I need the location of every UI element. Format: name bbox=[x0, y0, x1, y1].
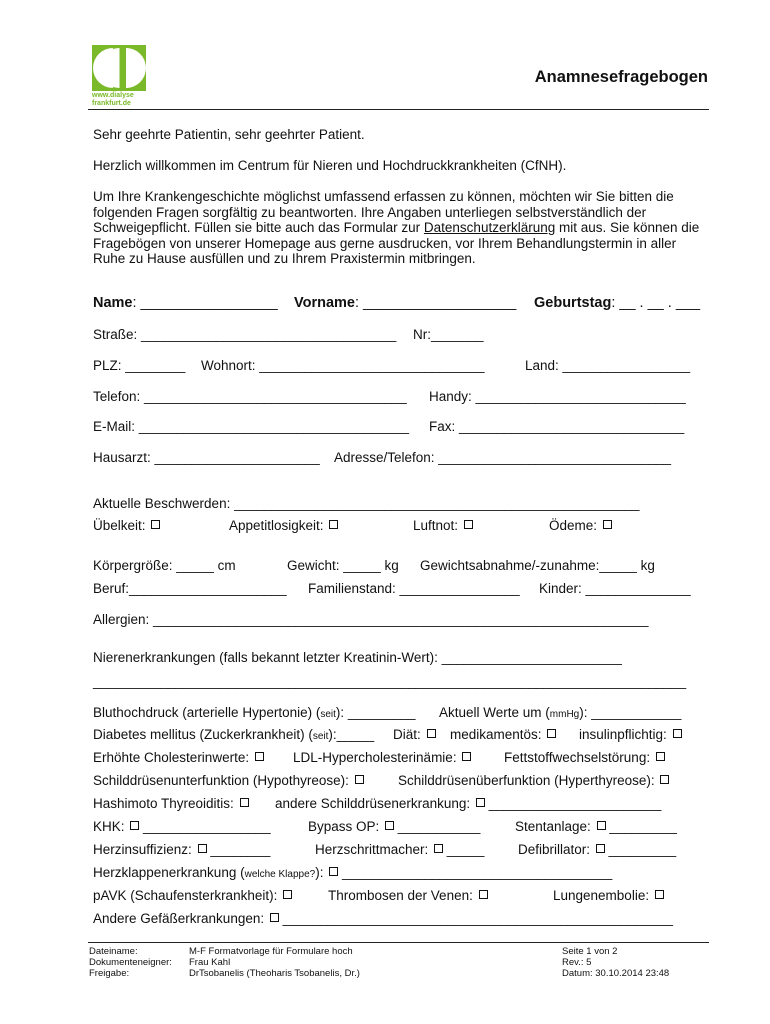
klappe-label: Herzklappenerkrankung ( bbox=[93, 865, 245, 880]
row-schilddruese bbox=[93, 773, 711, 791]
intro-paragraph bbox=[93, 189, 709, 267]
row-allergien bbox=[93, 612, 711, 630]
lungen-label: Lungenembolie: bbox=[553, 888, 650, 903]
ldl-label: LDL-Hypercholesterinämie: bbox=[293, 750, 457, 765]
kinder-field[interactable]: Kinder: ______________ bbox=[539, 581, 691, 596]
greeting: Sehr geehrte Patientin, sehr geehrter Patient. bbox=[93, 127, 365, 142]
bypass-blank[interactable]: ___________ bbox=[394, 819, 481, 834]
row-pavk bbox=[93, 888, 711, 906]
row-diabetes bbox=[93, 727, 711, 745]
footer-labels bbox=[89, 946, 172, 979]
row-cholesterin bbox=[93, 750, 711, 768]
row-beschwerden bbox=[93, 496, 711, 514]
footer-divider bbox=[88, 942, 709, 943]
page-title: Anamnesefragebogen bbox=[534, 68, 708, 86]
seit-label: seit bbox=[320, 709, 336, 720]
bypass-checkbox[interactable] bbox=[385, 821, 394, 830]
intro-part2: mit aus. Sie können die Fragebögen von unserer Homepage aus gerne ausdrucken, vor Ihrem Behandlungstermin in aller Ruhe zu Hause ausfüllen und zu Ihrem Praxistermin mitbringen. bbox=[93, 220, 700, 266]
familienstand-field[interactable]: Familienstand: ________________ bbox=[308, 581, 520, 596]
luftnot-label: Luftnot: bbox=[413, 518, 459, 533]
werte-blank[interactable]: ): ____________ bbox=[579, 705, 682, 720]
privacy-link[interactable]: Datenschutzerklärung bbox=[423, 220, 556, 235]
insulin-checkbox[interactable] bbox=[673, 729, 682, 738]
pavk-label: pAVK (Schaufensterkrankheit): bbox=[93, 888, 278, 903]
nieren-field[interactable]: Nierenerkrankungen (falls bekannt letzter Kreatinin-Wert): ________________________ bbox=[93, 650, 622, 665]
row-khk bbox=[93, 819, 711, 837]
herzins-checkbox[interactable] bbox=[198, 844, 207, 853]
revision: Rev.: 5 bbox=[562, 957, 592, 968]
luftnot-checkbox[interactable] bbox=[464, 520, 473, 529]
welcome-text: Herzlich willkommen im Centrum für Nieren und Hochdruckkrankheiten (CfNH). bbox=[93, 158, 567, 173]
andere-gefaess-label: Andere Gefäßerkrankungen: bbox=[93, 911, 265, 926]
hyper-label: Schilddrüsenüberfunktion (Hyperthyreose): bbox=[398, 773, 655, 788]
footer-values bbox=[189, 946, 360, 979]
freigabe-value: DrTsobanelis (Theoharis Tsobanelis, Dr.) bbox=[189, 968, 360, 979]
mmhg-label: mmHg bbox=[549, 709, 580, 720]
appetit-label: Appetitlosigkeit: bbox=[229, 518, 324, 533]
ldl-checkbox[interactable] bbox=[462, 752, 471, 761]
row-nieren bbox=[93, 650, 711, 668]
geburtstag-label: Geburtstag bbox=[534, 295, 612, 311]
diabetes-blank[interactable]: ):_____ bbox=[328, 727, 375, 742]
cholesterin-label: Erhöhte Cholesterinwerte: bbox=[93, 750, 250, 765]
allergien-field[interactable]: Allergien: __________________________________________________________________ bbox=[93, 612, 649, 627]
diabetes-seit-label: seit bbox=[312, 731, 329, 742]
klappe-blank[interactable]: ____________________________________ bbox=[338, 865, 613, 880]
dateiname-label: Dateiname: bbox=[89, 946, 138, 957]
khk-label: KHK: bbox=[93, 819, 125, 834]
khk-checkbox[interactable] bbox=[130, 821, 139, 830]
werte-label: Aktuell Werte um ( bbox=[439, 705, 550, 720]
logo-text-2: frankfurt.de bbox=[92, 100, 131, 107]
klappe-label-end: ): bbox=[315, 865, 324, 880]
row-hashimoto bbox=[93, 796, 711, 814]
eigner-label: Dokumenteneigner: bbox=[89, 957, 172, 968]
fettstoff-checkbox[interactable] bbox=[656, 752, 665, 761]
diabetes-label: Diabetes mellitus (Zuckerkrankheit) ( bbox=[93, 727, 313, 742]
land-field[interactable]: Land: _________________ bbox=[525, 358, 691, 373]
plz-field[interactable]: PLZ: ________ bbox=[93, 358, 186, 373]
beruf-field[interactable]: Beruf:_____________________ bbox=[93, 581, 287, 596]
bypass-label: Bypass OP: bbox=[308, 819, 380, 834]
cfnh-logo bbox=[92, 45, 146, 111]
intro-part1: Um Ihre Krankengeschichte möglichst umfassend erfassen zu können, möchten wir Sie bitten die folgenden Fragen sorgfältig zu beantworten. Ihre Angaben unterliegen selbstverständlich der Schweigepflicht. Füllen sie bitte auch das Formular zur bbox=[93, 189, 674, 235]
beschwerden-field[interactable]: Aktuelle Beschwerden: ______________________________________________________ bbox=[93, 496, 640, 511]
nieren-field-line2[interactable]: _______________________________________________________________________________ bbox=[93, 674, 687, 689]
row-nieren-2 bbox=[93, 674, 711, 692]
defi-label: Defibrillator: bbox=[518, 842, 591, 857]
geburtstag-field[interactable]: : __ . __ . ___ bbox=[611, 295, 701, 311]
row-strasse bbox=[93, 327, 711, 345]
bluthochdruck-label: Bluthochdruck (arterielle Hypertonie) ( bbox=[93, 705, 321, 720]
medikamentoes-checkbox[interactable] bbox=[547, 729, 556, 738]
vorname-label: Vorname bbox=[294, 295, 355, 311]
hashimoto-label: Hashimoto Thyreoiditis: bbox=[93, 796, 234, 811]
defi-checkbox[interactable] bbox=[596, 844, 605, 853]
nr-field[interactable]: Nr:_______ bbox=[413, 327, 484, 342]
cholesterin-checkbox[interactable] bbox=[255, 752, 264, 761]
email-field[interactable]: E-Mail: ____________________________________ bbox=[93, 419, 410, 434]
freigabe-label: Freigabe: bbox=[89, 968, 130, 979]
diaet-checkbox[interactable] bbox=[427, 729, 436, 738]
herzins-label: Herzinsuffizienz: bbox=[93, 842, 192, 857]
name-label: Name bbox=[93, 295, 133, 311]
row-herz bbox=[93, 842, 711, 860]
schrittmacher-blank[interactable]: _____ bbox=[443, 842, 485, 857]
werte-field bbox=[439, 705, 681, 720]
groesse-field[interactable]: Körpergröße: _____ cm bbox=[93, 558, 236, 573]
uebelkeit-label: Übelkeit: bbox=[93, 518, 146, 533]
klappe-checkbox[interactable] bbox=[329, 867, 338, 876]
hypo-checkbox[interactable] bbox=[355, 775, 364, 784]
andere-gefaess-blank[interactable]: ____________________________________________________ bbox=[278, 911, 674, 926]
gewichtsab-field[interactable]: Gewichtsabnahme/-zunahme:_____ kg bbox=[420, 558, 655, 573]
herzins-blank[interactable]: ________ bbox=[206, 842, 271, 857]
schrittmacher-label: Herzschrittmacher: bbox=[315, 842, 429, 857]
stent-checkbox[interactable] bbox=[597, 821, 606, 830]
header-divider bbox=[88, 109, 709, 110]
fettstoff-label: Fettstoffwechselstörung: bbox=[504, 750, 651, 765]
row-telefon bbox=[93, 389, 711, 407]
oedeme-label: Ödeme: bbox=[549, 518, 598, 533]
strasse-field[interactable]: Straße: __________________________________ bbox=[93, 327, 397, 342]
gewicht-field[interactable]: Gewicht: _____ kg bbox=[287, 558, 399, 573]
footer-meta bbox=[562, 946, 669, 979]
appetit-checkbox[interactable] bbox=[329, 520, 338, 529]
hausarzt-field[interactable]: Hausarzt: ______________________ bbox=[93, 450, 320, 465]
hypo-label: Schilddrüsenunterfunktion (Hypothyreose): bbox=[93, 773, 349, 788]
row-body bbox=[93, 558, 711, 576]
telefon-field[interactable]: Telefon: ___________________________________ bbox=[93, 389, 407, 404]
insulin-label: insulinpflichtig: bbox=[579, 727, 667, 742]
row-symptoms bbox=[93, 518, 711, 536]
row-plz bbox=[93, 358, 711, 376]
andere-sd-blank[interactable]: _______________________ bbox=[484, 796, 662, 811]
welche-label: welche Klappe? bbox=[244, 869, 316, 880]
defi-blank[interactable]: _________ bbox=[604, 842, 677, 857]
medikamentoes-label: medikamentös: bbox=[450, 727, 542, 742]
stent-blank[interactable]: _________ bbox=[605, 819, 677, 834]
andere-sd-checkbox[interactable] bbox=[476, 798, 485, 807]
row-name bbox=[93, 295, 711, 313]
row-beruf bbox=[93, 581, 711, 599]
diaet-label: Diät: bbox=[393, 727, 421, 742]
row-andere-gefaess bbox=[93, 911, 711, 929]
row-bluthochdruck bbox=[93, 705, 711, 723]
name-field[interactable]: : _________________ bbox=[132, 295, 278, 311]
dateiname-value: M-F Formatvorlage für Formulare hoch bbox=[189, 946, 353, 957]
vorname-field[interactable]: : ___________________ bbox=[354, 295, 517, 311]
thrombosen-checkbox[interactable] bbox=[479, 890, 488, 899]
adresse-field[interactable]: Adresse/Telefon: _______________________________ bbox=[334, 450, 672, 465]
page-number: Seite 1 von 2 bbox=[562, 946, 618, 957]
hashimoto-checkbox[interactable] bbox=[240, 798, 249, 807]
khk-blank[interactable]: _________________ bbox=[139, 819, 271, 834]
logo-text-1: www.dialyse bbox=[92, 92, 134, 99]
row-klappe bbox=[93, 865, 711, 883]
andere-gefaess-checkbox[interactable] bbox=[270, 913, 279, 922]
handy-field[interactable]: Handy: ____________________________ bbox=[429, 389, 686, 404]
wohnort-field[interactable]: Wohnort: ______________________________ bbox=[201, 358, 485, 373]
pavk-checkbox[interactable] bbox=[283, 890, 292, 899]
uebelkeit-checkbox[interactable] bbox=[151, 520, 160, 529]
andere-sd-label: andere Schilddrüsenerkrankung: bbox=[275, 796, 471, 811]
bluthochdruck-blank[interactable]: ): _________ bbox=[335, 705, 416, 720]
schrittmacher-checkbox[interactable] bbox=[434, 844, 443, 853]
row-hausarzt bbox=[93, 450, 711, 468]
thrombosen-label: Thrombosen der Venen: bbox=[328, 888, 473, 903]
lungen-checkbox[interactable] bbox=[655, 890, 664, 899]
row-email bbox=[93, 419, 711, 437]
date: Datum: 30.10.2014 23:48 bbox=[562, 968, 670, 979]
diabetes-field bbox=[93, 727, 374, 742]
bluthochdruck-field bbox=[93, 705, 416, 720]
fax-field[interactable]: Fax: ______________________________ bbox=[429, 419, 685, 434]
oedeme-checkbox[interactable] bbox=[603, 520, 612, 529]
eigner-value: Frau Kahl bbox=[189, 957, 231, 968]
stent-label: Stentanlage: bbox=[515, 819, 591, 834]
hyper-checkbox[interactable] bbox=[660, 775, 669, 784]
